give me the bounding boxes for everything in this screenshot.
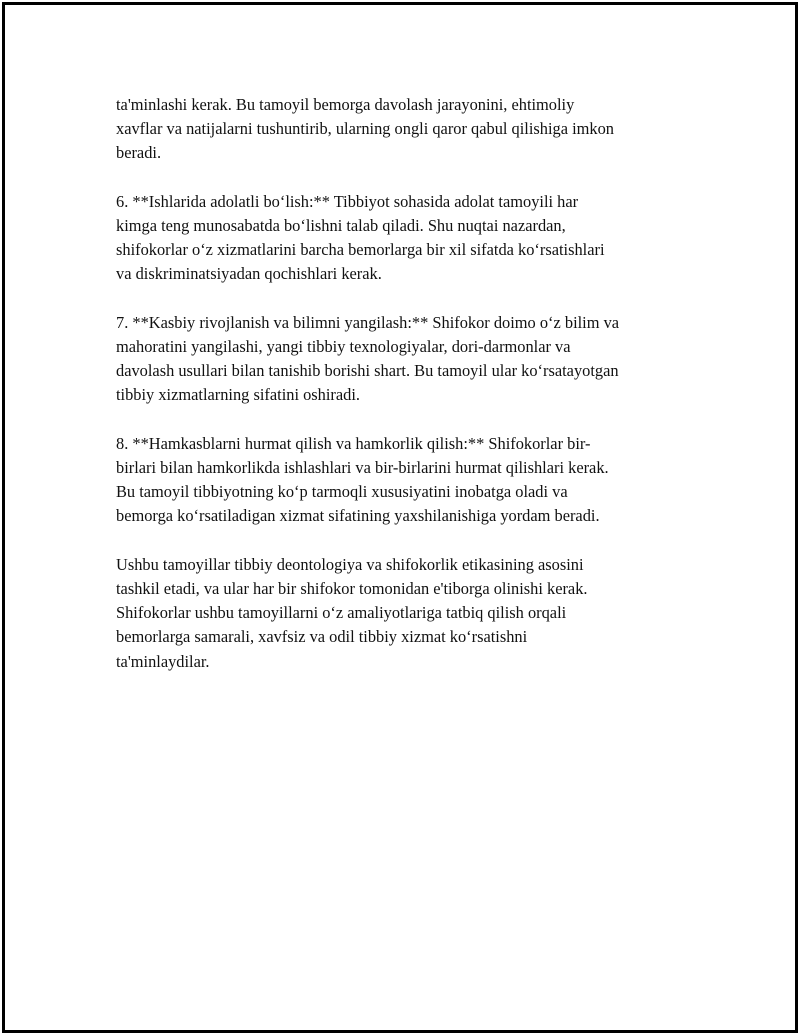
paragraph-conclusion: Ushbu tamoyillar tibbiy deontologiya va shifokorlik etikasining asosini tashkil etadi, va ular har bir shifokor tomonidan e'tiborga olinishi kerak. Shifokorlar ushbu tamoyillarni oʻz amaliyotlariga tatbiq qilish orqali bemorlarga samarali, xavfsiz va odil tibbiy xizmat koʻrsatishni ta'minlaydilar. [116,554,588,671]
document-body [116,93,696,698]
paragraph-item-8: 8. **Hamkasblarni hurmat qilish va hamkorlik qilish:** Shifokorlar bir- birlari bilan hamkorlikda ishlashlari va bir-birlarini hurmat qilishlari kerak. Bu tamoyil tibbiyotning koʻp tarmoqli xususiyatini inobatga oladi va bemorga koʻrsatiladigan xizmat sifatining yaxshilanishiga yordam beradi. [116,433,609,526]
paragraph-item-7: 7. **Kasbiy rivojlanish va bilimni yangilash:** Shifokor doimo oʻz bilim va mahoratini yangilashi, yangi tibbiy texnologiyalar, dori-darmonlar va davolash usullari bilan tanishib borishi shart. Bu tamoyil ular koʻrsatayotgan tibbiy xizmatlarning sifatini oshiradi. [116,312,620,405]
paragraph-continuation: ta'minlashi kerak. Bu tamoyil bemorga davolash jarayonini, ehtimoliy xavflar va natijalarni tushuntirib, ularning ongli qaror qabul qilishiga imkon beradi. [116,95,614,163]
paragraph-item-6: 6. **Ishlarida adolatli boʻlish:** Tibbiyot sohasida adolat tamoyili har kimga teng munosabatda boʻlishni talab qiladi. Shu nuqtai nazardan, shifokorlar oʻz xizmatlarini barcha bemorlarga bir xil sifatda koʻrsatishlari va diskriminatsiyadan qochishlari kerak. [116,191,605,284]
